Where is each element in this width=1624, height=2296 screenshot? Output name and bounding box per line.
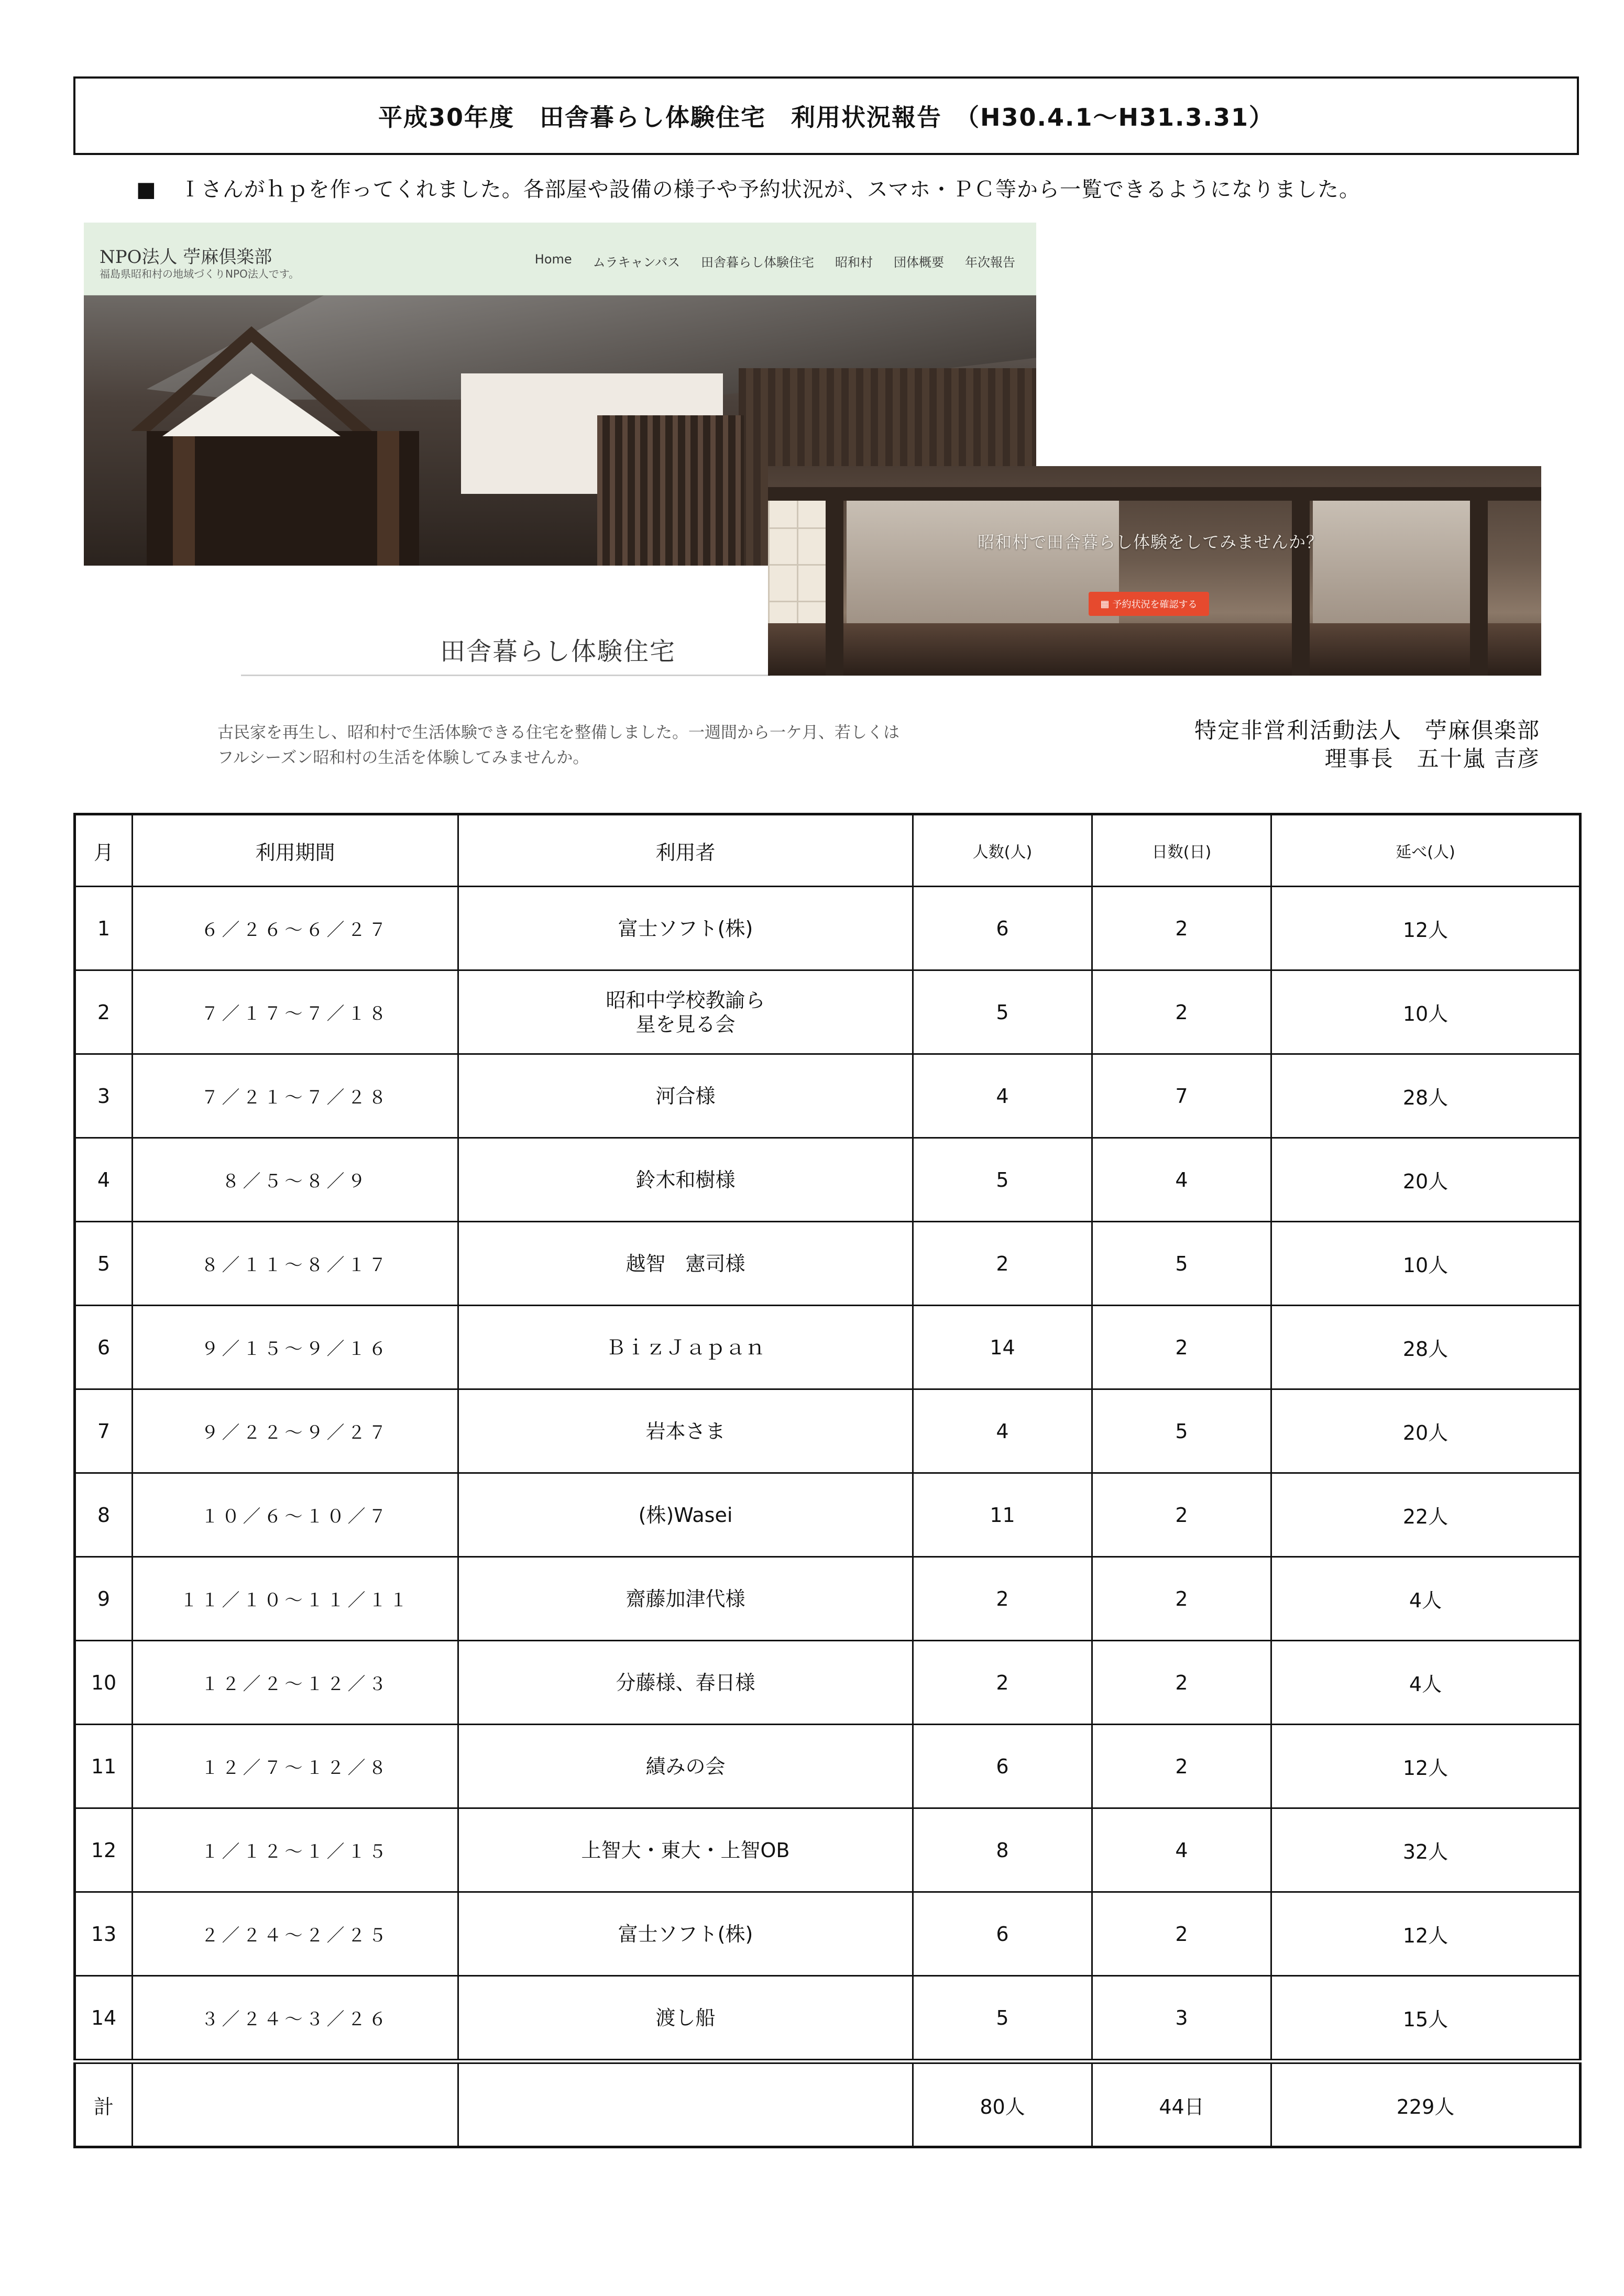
cell-user: 渡し船 [458, 1976, 913, 2062]
cell-total: 12人 [1271, 1892, 1581, 1976]
cell-user: 鈴木和樹様 [458, 1138, 913, 1222]
cell-no: 1 [75, 887, 133, 970]
cell-period: ９／２２～９／２７ [133, 1389, 458, 1473]
reserve-status-button[interactable] [1089, 592, 1209, 616]
table-row [75, 1054, 1581, 1138]
bullet-icon: ■ [136, 178, 157, 202]
table-row [75, 1473, 1581, 1557]
cell-total: 20人 [1271, 1389, 1581, 1473]
cell-no: 12 [75, 1808, 133, 1892]
cell-period: ７／２１～７／２８ [133, 1054, 458, 1138]
cell-total: 4人 [1271, 1557, 1581, 1641]
cell-period: ２／２４～２／２５ [133, 1892, 458, 1976]
nav-item-mura-campus[interactable]: ムラキャンパス [592, 255, 680, 270]
heading-divider [241, 675, 770, 676]
website-screenshot-hero [768, 466, 1541, 676]
total-days: 44日 [1092, 2061, 1271, 2147]
cell-total: 10人 [1271, 1222, 1581, 1306]
header-month: 月 [75, 814, 133, 887]
cell-days: 4 [1092, 1808, 1271, 1892]
total-period [133, 2061, 458, 2147]
table-row [75, 1976, 1581, 2062]
cell-user: 齋藤加津代様 [458, 1557, 913, 1641]
cell-no: 13 [75, 1892, 133, 1976]
cell-people: 2 [913, 1222, 1092, 1306]
cell-user: 越智 憲司様 [458, 1222, 913, 1306]
cell-period: ８／５～８／９ [133, 1138, 458, 1222]
cell-period: ７／１７～７／１８ [133, 970, 458, 1054]
cell-period: １２／２～１２／３ [133, 1641, 458, 1725]
cell-no: 2 [75, 970, 133, 1054]
table-row [75, 1557, 1581, 1641]
website-description: 古民家を再生し、昭和村で生活体験できる住宅を整備しました。一週間から一ケ月、若しくはフルシーズン昭和村の生活を体験してみませんか。 [217, 723, 899, 767]
cell-days: 7 [1092, 1054, 1271, 1138]
total-user [458, 2061, 913, 2147]
cell-no: 10 [75, 1641, 133, 1725]
table-row [75, 1222, 1581, 1306]
cell-days: 2 [1092, 1306, 1271, 1389]
cell-period: ６／２６～６／２７ [133, 887, 458, 970]
cell-people: 2 [913, 1641, 1092, 1725]
table-row [75, 1725, 1581, 1808]
nav-item-home[interactable]: Home [534, 252, 572, 267]
organization-block [1194, 716, 1540, 773]
header-days: 日数(日) [1092, 814, 1271, 887]
reserve-button-label: 予約状況を確認する [1112, 599, 1198, 610]
cell-no: 5 [75, 1222, 133, 1306]
website-header [84, 223, 1036, 295]
cell-total: 12人 [1271, 1725, 1581, 1808]
cell-total: 22人 [1271, 1473, 1581, 1557]
cell-user: 河合様 [458, 1054, 913, 1138]
cell-days: 2 [1092, 1725, 1271, 1808]
cell-period: ８／１１～８／１７ [133, 1222, 458, 1306]
cell-days: 3 [1092, 1976, 1271, 2062]
cell-people: 4 [913, 1389, 1092, 1473]
table-row [75, 1892, 1581, 1976]
report-title: 平成30年度 田舎暮らし体験住宅 利用状況報告 （H30.4.1～H31.3.31） [73, 76, 1579, 155]
nav-item-showa-village[interactable]: 昭和村 [835, 255, 873, 270]
cell-people: 6 [913, 1892, 1092, 1976]
cell-user: ＢｉｚＪａｐａｎ [458, 1306, 913, 1389]
calendar-icon: ▦ [1100, 598, 1110, 610]
cell-total: 32人 [1271, 1808, 1581, 1892]
header-period: 利用期間 [133, 814, 458, 887]
cell-total: 15人 [1271, 1976, 1581, 2062]
cell-user: 岩本さま [458, 1389, 913, 1473]
cell-days: 2 [1092, 1473, 1271, 1557]
table-row [75, 1138, 1581, 1222]
table-row [75, 887, 1581, 970]
cell-people: 5 [913, 970, 1092, 1054]
cell-people: 6 [913, 1725, 1092, 1808]
table-row [75, 1641, 1581, 1725]
cell-no: 11 [75, 1725, 133, 1808]
header-user: 利用者 [458, 814, 913, 887]
cell-total: 12人 [1271, 887, 1581, 970]
cell-days: 5 [1092, 1389, 1271, 1473]
table-header-row [75, 814, 1581, 887]
cell-period: １１／１０～１１／１１ [133, 1557, 458, 1641]
cell-no: 9 [75, 1557, 133, 1641]
cell-days: 2 [1092, 1641, 1271, 1725]
header-people: 人数(人) [913, 814, 1092, 887]
table-row [75, 970, 1581, 1054]
header-total-persons: 延べ(人) [1271, 814, 1581, 887]
note-line [136, 173, 1360, 203]
cell-user: 富士ソフト(株) [458, 1892, 913, 1976]
cell-period: １／１２～１／１５ [133, 1808, 458, 1892]
site-logo-title[interactable]: NPO法人 苧麻倶楽部 [100, 247, 272, 268]
note-text: Ｉさんがｈｐを作ってくれました。各部屋や設備の様子や予約状況が、スマホ・ＰＣ等から一覧できるようになりました。 [179, 178, 1360, 202]
cell-people: 5 [913, 1976, 1092, 2062]
cell-people: 8 [913, 1808, 1092, 1892]
organization-representative: 理事長 五十嵐 吉彦 [1324, 746, 1540, 771]
cell-people: 14 [913, 1306, 1092, 1389]
cell-people: 6 [913, 887, 1092, 970]
cell-people: 5 [913, 1138, 1092, 1222]
cell-user: 上智大・東大・上智OB [458, 1808, 913, 1892]
cell-days: 5 [1092, 1222, 1271, 1306]
cell-no: 7 [75, 1389, 133, 1473]
cell-user: (株)Wasei [458, 1473, 913, 1557]
total-label: 計 [75, 2061, 133, 2147]
table-row [75, 1808, 1581, 1892]
cell-days: 2 [1092, 970, 1271, 1054]
cell-no: 3 [75, 1054, 133, 1138]
cell-days: 2 [1092, 1892, 1271, 1976]
cell-total: 20人 [1271, 1138, 1581, 1222]
cell-no: 4 [75, 1138, 133, 1222]
cell-no: 8 [75, 1473, 133, 1557]
nav-item-trial-house[interactable]: 田舎暮らし体験住宅 [701, 255, 814, 270]
cell-people: 11 [913, 1473, 1092, 1557]
nav-item-annual-report[interactable]: 年次報告 [965, 255, 1015, 270]
cell-user: 昭和中学校教諭ら 星を見る会 [458, 970, 913, 1054]
hero-text: 昭和村で田舎暮らし体験をしてみませんか？ [978, 532, 1324, 552]
organization-name: 特定非営利活動法人 苧麻倶楽部 [1194, 718, 1540, 743]
cell-days: 4 [1092, 1138, 1271, 1222]
cell-user: 績みの会 [458, 1725, 913, 1808]
usage-table [73, 813, 1582, 2148]
cell-total: 28人 [1271, 1054, 1581, 1138]
cell-people: 2 [913, 1557, 1092, 1641]
website-page-heading: 田舎暮らし体験住宅 [440, 637, 676, 666]
total-people: 80人 [913, 2061, 1092, 2147]
nav-item-about[interactable]: 団体概要 [894, 255, 944, 270]
cell-people: 4 [913, 1054, 1092, 1138]
site-logo-subtitle: 福島県昭和村の地域づくりNPO法人です。 [100, 268, 300, 280]
table-row [75, 1306, 1581, 1389]
cell-total: 10人 [1271, 970, 1581, 1054]
cell-days: 2 [1092, 1557, 1271, 1641]
cell-period: ３／２４～３／２６ [133, 1976, 458, 2062]
cell-period: １０／６～１０／７ [133, 1473, 458, 1557]
cell-user: 富士ソフト(株) [458, 887, 913, 970]
total-row [75, 2061, 1581, 2147]
cell-period: １２／７～１２／８ [133, 1725, 458, 1808]
total-persons: 229人 [1271, 2061, 1581, 2147]
cell-user: 分藤様、春日様 [458, 1641, 913, 1725]
cell-no: 14 [75, 1976, 133, 2062]
cell-period: ９／１５～９／１６ [133, 1306, 458, 1389]
site-nav [535, 252, 1015, 270]
cell-days: 2 [1092, 887, 1271, 970]
cell-total: 28人 [1271, 1306, 1581, 1389]
table-row [75, 1389, 1581, 1473]
cell-total: 4人 [1271, 1641, 1581, 1725]
cell-no: 6 [75, 1306, 133, 1389]
